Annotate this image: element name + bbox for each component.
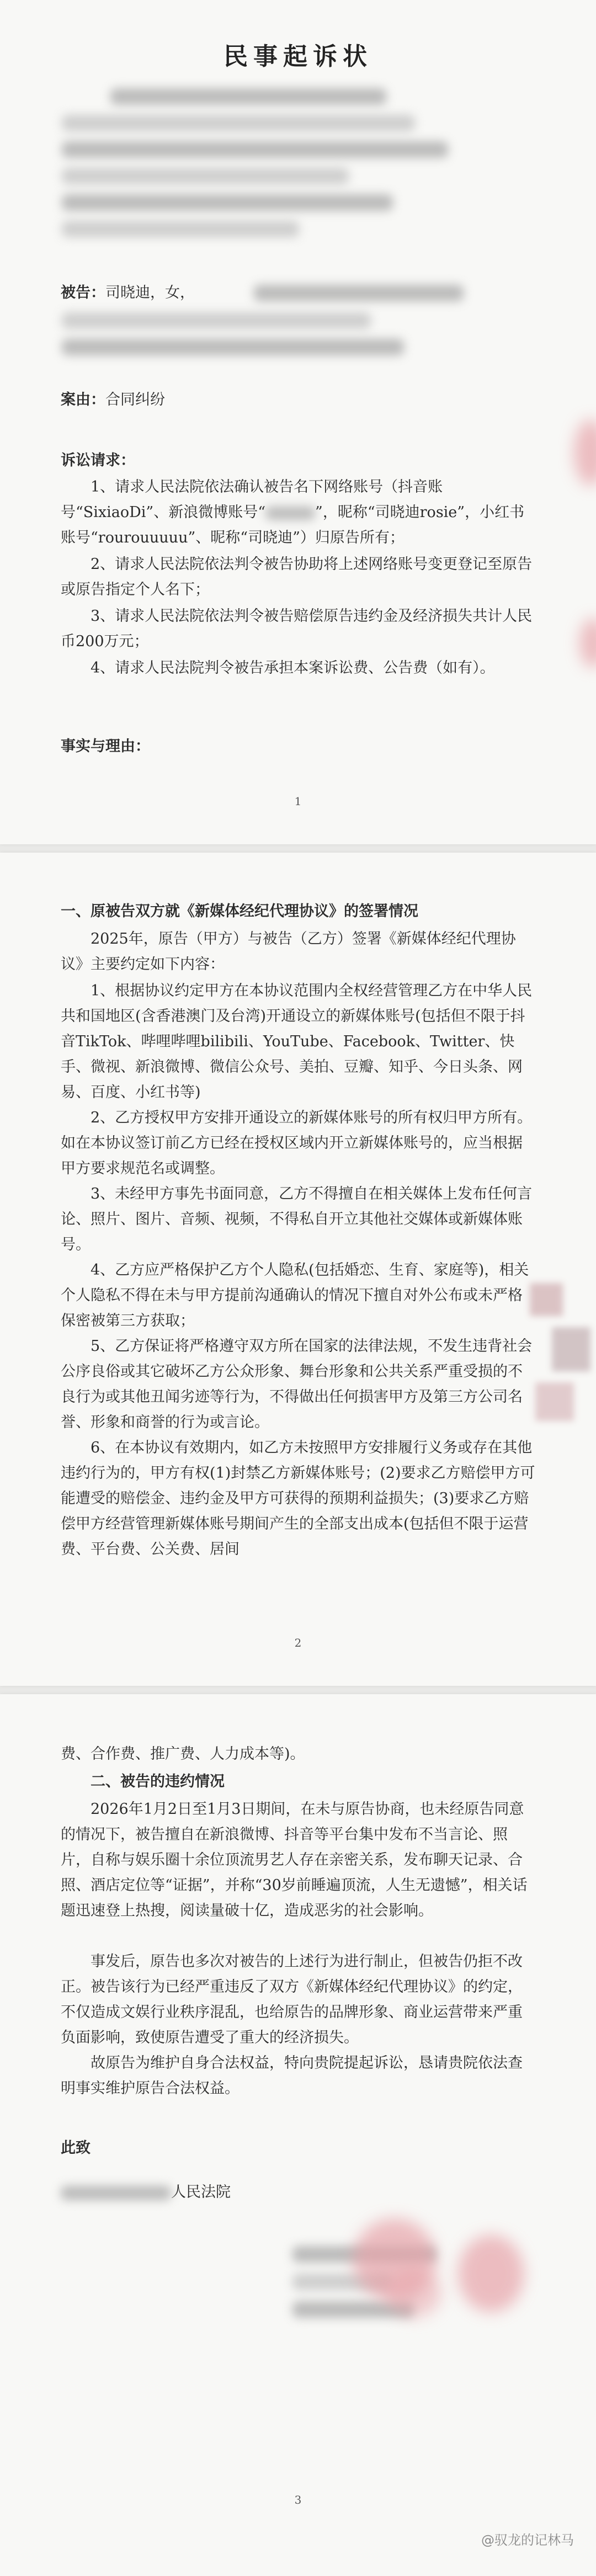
clause-5: 5、乙方保证将严格遵守双方所在国家的法律法规，不发生违背社会公序良俗或其它破坏乙方公众形象、舞台形象和公共关系严重受损的不良行为或其他丑闻劣迹等行为，不得做出任何损害甲方及第三方公司名誉、形象和商誉的行为或言论。 xyxy=(61,1338,533,1431)
section-2-heading: 二、被告的违约情况 xyxy=(91,1773,225,1790)
claim-3: 3、请求人民法院依法判令被告赔偿原告违约金及经济损失共计人民币200万元； xyxy=(61,608,533,650)
breach-paragraph-3: 故原告为维护自身合法权益，特向贵院提起诉讼，恳请贵院依法查明事实维护原告合法权益。 xyxy=(61,2055,523,2097)
defendant-info: 司晓迪，女， xyxy=(105,284,195,301)
page-number: 1 xyxy=(294,795,302,808)
section-1-heading: 一、原被告双方就《新媒体经纪代理协议》的签署情况 xyxy=(61,903,418,920)
redacted-line xyxy=(110,88,386,105)
claim-2: 2、请求人民法院依法判令被告协助将上述网络账号变更登记至原告或原告指定个人名下； xyxy=(61,556,533,598)
redacted-line xyxy=(254,285,464,301)
clause-4: 4、乙方应严格保护乙方个人隐私(包括婚恋、生育、家庭等)，相关个人隐私不得在未与甲方提前沟通确认的情况下擅自对外公布或未严格保密被第三方获取； xyxy=(61,1262,529,1329)
seal-stamp xyxy=(458,2235,524,2312)
redacted-line xyxy=(62,141,448,158)
page-1 xyxy=(0,0,596,844)
seal-fragment xyxy=(574,419,596,486)
breach-paragraph-2: 事发后，原告也多次对被告的上述行为进行制止，但被告仍拒不改正。被告该行为已经严重违反了双方《新媒体经纪代理协议》的约定，不仅造成文娱行业秩序混乱，也给原告的品牌形象、商业运营带来严重负面影响，致使原告遭受了重大的经济损失。 xyxy=(61,1953,523,2046)
seal-fragment xyxy=(552,1327,590,1371)
section-1-intro: 2025年，原告（甲方）与被告（乙方）签署《新媒体经纪代理协议》主要约定如下内容： xyxy=(61,930,516,973)
page-number: 3 xyxy=(294,2493,302,2506)
clause-6-continued: 费、合作费、推广费、人力成本等)。 xyxy=(61,1745,305,1763)
claims-heading: 诉讼请求： xyxy=(61,452,135,469)
redacted-account xyxy=(265,507,315,520)
seal-fragment xyxy=(579,618,596,668)
redacted-line xyxy=(62,221,299,237)
claim-1-part-b: ”，昵称“司晓迪rosie”，小红书账号“rourouuuuu”、昵称“司晓迪”）归原告所有； xyxy=(61,504,525,546)
clause-1: 1、根据协议约定甲方在本协议范围内全权经营管理乙方在中华人民共和国地区(含香港澳门及台湾)开通设立的新媒体账号(包括但不限于抖音TikTok、哔哩哔哩bilibili、YouTube、Facebook、Twitter、快手、微视、新浪微博、微信公众号、美拍、豆瓣、知乎、今日头条、网易、百度、小红书等) xyxy=(61,982,533,1101)
cause-label: 案由： xyxy=(61,391,105,408)
claim-1-part-a: 1、请求人民法院依法确认被告名下网络账号（抖音账号“SixiaoDi”、新浪微博账号“ xyxy=(61,478,443,521)
clause-3: 3、未经甲方事先书面同意，乙方不得擅自在相关媒体上发布任何言论、照片、图片、音频、视频，不得私自开立其他社交媒体或新媒体账号。 xyxy=(61,1185,533,1253)
redacted-court-name xyxy=(61,2186,171,2200)
clause-6: 6、在本协议有效期内，如乙方未按照甲方安排履行义务或存在其他违约行为的，甲方有权(1)封禁乙方新媒体账号；(2)要求乙方赔偿甲方可能遭受的赔偿金、违约金及甲方可获得的预期利益损失；(3)要求乙方赔偿甲方经营管理新媒体账号期间产生的全部支出成本(包括但不限于运营费、平台费、公关费、居间 xyxy=(61,1439,535,1558)
watermark: @驭龙的记林马 xyxy=(481,2532,574,2548)
clause-2: 2、乙方授权甲方安排开通设立的新媒体账号的所有权归甲方所有。如在本协议签订前乙方已经在授权区域内开立新媒体账号的，应当根据甲方要求规范名或调整。 xyxy=(61,1109,533,1177)
defendant-label: 被告： xyxy=(61,284,105,301)
redacted-line xyxy=(62,194,393,211)
facts-heading: 事实与理由： xyxy=(61,738,150,755)
seal-fragment xyxy=(535,1382,574,1421)
page-3 xyxy=(0,1694,596,2576)
cause-value: 合同纠纷 xyxy=(105,391,165,408)
breach-paragraph-1: 2026年1月2日至1月3日期间，在未与原告协商，也未经原告同意的情况下，被告擅自在新浪微博、抖音等平台集中发布不当言论、照片，自称与娱乐圈十余位顶流男艺人存在亲密关系，发布聊天记录、合照、酒店定位等“证据”，并称“30岁前睡遍顶流，人生无遗憾”，相关话题迅速登上热搜，阅读量破十亿，造成恶劣的社会影响。 xyxy=(61,1801,528,1919)
claim-1 xyxy=(61,475,535,551)
page-2 xyxy=(0,853,596,1686)
redacted-line xyxy=(62,168,349,184)
court-name-suffix: 人民法院 xyxy=(171,2184,231,2201)
document-title: 民事起诉状 xyxy=(223,42,372,71)
page-number: 2 xyxy=(294,1636,302,1649)
redacted-line xyxy=(62,339,404,355)
redacted-line xyxy=(62,312,371,329)
seal-fragment xyxy=(530,1283,563,1316)
closing: 此致 xyxy=(61,2139,91,2157)
seal-stamp xyxy=(386,2268,441,2318)
redacted-line xyxy=(62,115,415,131)
claim-4: 4、请求人民法院判令被告承担本案诉讼费、公告费（如有）。 xyxy=(91,659,495,677)
